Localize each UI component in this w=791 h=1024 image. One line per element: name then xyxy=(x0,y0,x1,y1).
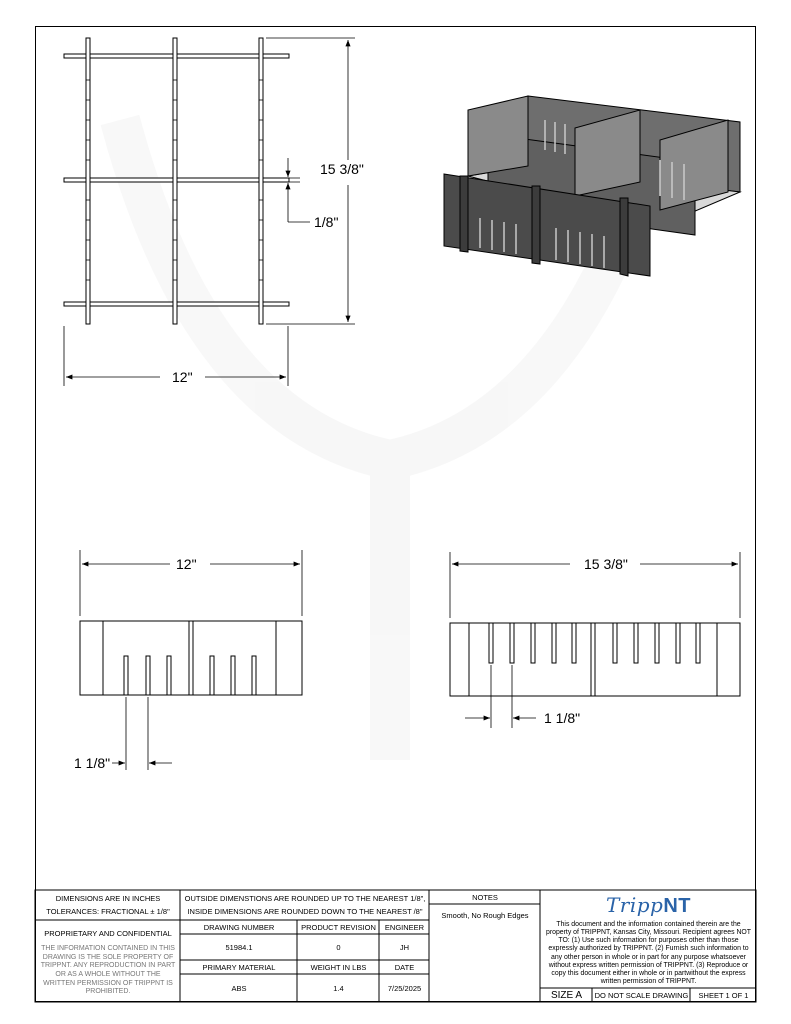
date: 7/25/2025 xyxy=(387,984,422,993)
drawing-number-label: DRAWING NUMBER xyxy=(203,923,275,932)
weight-label: WEIGHT IN LBS xyxy=(310,963,367,972)
engineer-label: ENGINEER xyxy=(384,923,425,932)
dim-thickness: 1/8" xyxy=(314,214,339,230)
rounding-note-2: INSIDE DIMENSIONS ARE ROUNDED DOWN TO THE NEAREST /8" xyxy=(187,906,423,916)
dim-side-slot: 1 1/8" xyxy=(544,710,581,726)
proprietary-text: THE INFORMATION CONTAINED IN THIS DRAWING IS THE SOLE PROPERTY OF TRIPPNT. ANY REPRODUCTION IN PART OR AS A WHOLE WITHOUT THE WRITTEN PERMISSION OF TRIPPNT IS PROHIBITED. xyxy=(40,945,176,996)
legal-text: This document and the information contained therein are the property of TRIPPNT, Kansas City, Missouri. Recipient agrees NOT TO: (1) Use such information for purposes other than those expressly authorized by TRIPPNT. (2) Furnish such information to any other person in whole or in part for any purpose whatsoever without express written permission of TRIPPNT. (3) Reproduce or copy this document either in whole or in partwithout the express written permission of TRIPPNT. xyxy=(545,920,751,986)
sheet-number: SHEET 1 OF 1 xyxy=(698,991,749,1000)
product-revision-label: PRODUCT REVISION xyxy=(301,923,376,932)
notes-header: NOTES xyxy=(472,893,498,902)
dim-top-width: 12" xyxy=(172,369,193,385)
dim-front-slot: 1 1/8" xyxy=(74,755,111,771)
sheet-size: SIZE A xyxy=(550,990,583,1001)
top-divider-v1 xyxy=(86,38,90,324)
material: ABS xyxy=(231,984,247,993)
product-revision: 0 xyxy=(336,943,341,952)
material-label: PRIMARY MATERIAL xyxy=(202,963,276,972)
units-note: DIMENSIONS ARE IN INCHES xyxy=(55,893,161,903)
dim-side-width: 15 3/8" xyxy=(584,556,628,572)
proprietary-title: PROPRIETARY AND CONFIDENTIAL xyxy=(44,928,172,938)
scale-note: DO NOT SCALE DRAWING xyxy=(594,991,689,1000)
engineer: JH xyxy=(399,943,410,952)
dim-front-width: 12" xyxy=(176,556,197,572)
rounding-note-1: OUTSIDE DIMENSTIONS ARE ROUNDED UP TO THE NEAREST 1/8", xyxy=(184,893,426,903)
notes-text: Smooth, No Rough Edges xyxy=(441,910,529,920)
top-divider-v3 xyxy=(259,38,263,324)
drawing-number: 51984.1 xyxy=(225,943,253,952)
date-label: DATE xyxy=(394,963,415,972)
top-divider-v2 xyxy=(173,38,177,324)
dim-top-height: 15 3/8" xyxy=(320,161,364,177)
weight: 1.4 xyxy=(333,984,344,993)
top-view-grid xyxy=(64,38,289,324)
trippnt-logo: TrippNT xyxy=(605,893,692,917)
tolerance-note: TOLERANCES: FRACTIONAL ± 1/8" xyxy=(46,906,170,916)
front-view-panel xyxy=(80,621,302,695)
